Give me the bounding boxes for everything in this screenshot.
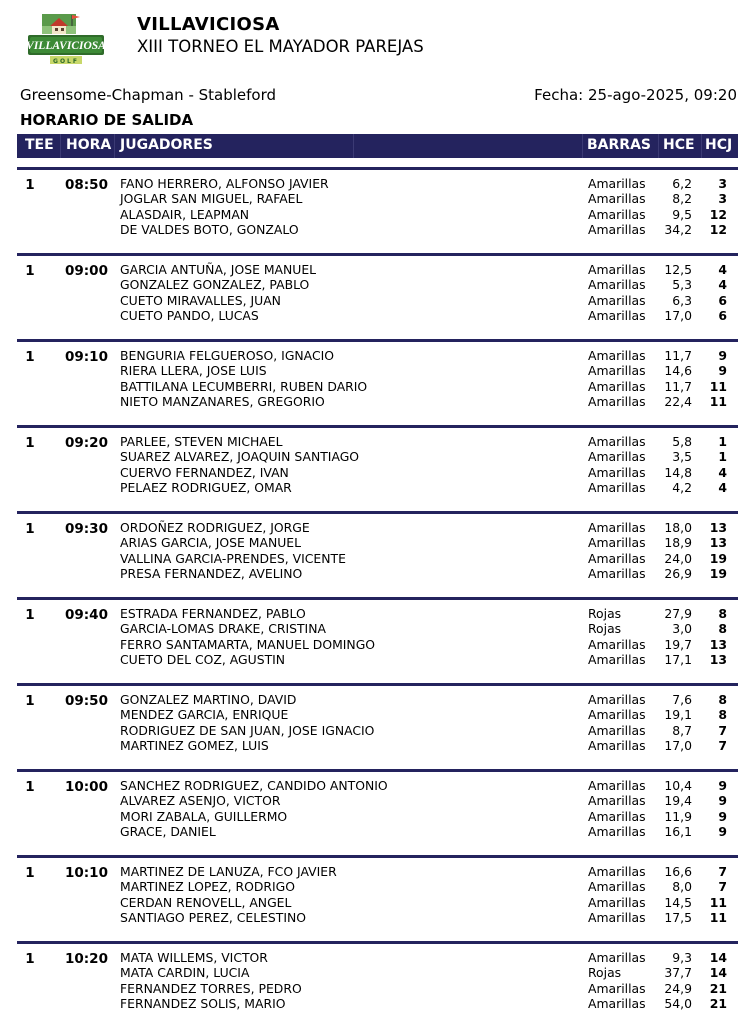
player-hce: 54,0: [664, 995, 692, 1011]
player-row: [0, 895, 754, 910]
tee-number: 1: [25, 521, 35, 537]
player-row: [0, 965, 754, 980]
player-name: SANTIAGO PEREZ, CELESTINO: [120, 909, 307, 925]
col-divider: [353, 134, 354, 158]
player-hce: 17,0: [664, 307, 692, 323]
player-hcj: 19: [709, 565, 727, 581]
player-tees: Amarillas: [588, 778, 646, 793]
player-hce: 14,8: [664, 464, 692, 480]
tee-number: 1: [25, 951, 35, 967]
player-row: [0, 692, 754, 707]
player-row: [0, 606, 754, 621]
player-hcj: 4: [718, 479, 727, 495]
tee-group: [0, 339, 754, 425]
tee-group: [0, 683, 754, 769]
player-row: [0, 363, 754, 378]
player-tees: Amarillas: [588, 636, 646, 652]
player-hcj: 3: [718, 191, 727, 207]
player-tees: Amarillas: [588, 808, 646, 824]
player-name: RODRIGUEZ DE SAN JUAN, JOSE IGNACIO: [120, 722, 375, 738]
table-header: [17, 134, 738, 158]
group-divider: [17, 253, 738, 256]
player-tees: Amarillas: [588, 520, 646, 535]
player-name: MARTINEZ DE LANUZA, FCO JAVIER: [120, 864, 337, 879]
col-hcj: HCJ: [705, 137, 733, 153]
player-row: [0, 707, 754, 722]
player-name: CUETO MIRAVALLES, JUAN: [120, 292, 281, 308]
player-tees: Amarillas: [588, 722, 646, 738]
logo-subtext: GOLF: [53, 58, 79, 65]
player-row: [0, 824, 754, 839]
player-hce: 34,2: [664, 221, 692, 237]
col-hora: HORA: [66, 137, 112, 153]
player-hcj: 11: [709, 378, 727, 394]
col-divider: [658, 134, 659, 158]
player-hce: 16,6: [664, 864, 692, 879]
player-name: CUETO PANDO, LUCAS: [120, 307, 259, 323]
player-tees: Amarillas: [588, 550, 646, 566]
tee-number: 1: [25, 693, 35, 709]
player-row: [0, 996, 754, 1011]
player-hce: 16,1: [664, 823, 692, 839]
player-hce: 17,1: [664, 651, 692, 667]
player-row: [0, 566, 754, 581]
player-row: [0, 277, 754, 292]
group-divider: [17, 511, 738, 514]
player-tees: Amarillas: [588, 393, 646, 409]
player-hcj: 7: [718, 864, 727, 879]
player-tees: Rojas: [588, 965, 622, 981]
player-hcj: 14: [709, 965, 727, 981]
player-tees: Amarillas: [588, 464, 646, 480]
tee-group: [0, 511, 754, 597]
player-row: [0, 723, 754, 738]
tee-time-groups: [0, 167, 754, 1027]
player-row: [0, 652, 754, 667]
group-divider: [17, 683, 738, 686]
player-row: [0, 950, 754, 965]
player-tees: Amarillas: [588, 651, 646, 667]
player-tees: Amarillas: [588, 262, 646, 277]
player-hcj: 9: [718, 808, 727, 824]
player-name: CUETO DEL COZ, AGUSTIN: [120, 651, 286, 667]
report-date: Fecha: 25-ago-2025, 09:20: [534, 86, 737, 104]
player-name: GARCIA ANTUÑA, JOSE MANUEL: [120, 262, 317, 277]
tee-group: [0, 253, 754, 339]
player-name: DE VALDES BOTO, GONZALO: [120, 221, 299, 237]
tee-time: 09:10: [65, 349, 108, 365]
tee-time: 09:30: [65, 521, 108, 537]
player-row: [0, 465, 754, 480]
player-hcj: 6: [718, 307, 727, 323]
player-hcj: 9: [718, 793, 727, 809]
group-divider: [17, 167, 738, 170]
player-row: [0, 778, 754, 793]
player-row: [0, 262, 754, 277]
player-tees: Amarillas: [588, 707, 646, 723]
player-row: [0, 176, 754, 191]
col-hce: HCE: [663, 137, 695, 153]
player-tees: Amarillas: [588, 277, 646, 293]
player-tees: Amarillas: [588, 823, 646, 839]
tee-group: [0, 425, 754, 511]
player-tees: Amarillas: [588, 894, 646, 910]
player-hce: 24,0: [664, 550, 692, 566]
player-hce: 8,2: [672, 191, 692, 207]
player-tees: Amarillas: [588, 909, 646, 925]
player-row: [0, 348, 754, 363]
tee-time: 09:20: [65, 435, 108, 451]
player-name: VALLINA GARCIA-PRENDES, VICENTE: [120, 550, 346, 566]
player-hce: 19,1: [664, 707, 692, 723]
player-hce: 8,0: [672, 879, 692, 895]
player-tees: Amarillas: [588, 864, 646, 879]
player-tees: Amarillas: [588, 565, 646, 581]
player-hcj: 9: [718, 348, 727, 363]
player-tees: Amarillas: [588, 479, 646, 495]
player-tees: Amarillas: [588, 737, 646, 753]
player-row: [0, 551, 754, 566]
tee-group: [0, 167, 754, 253]
player-row: [0, 809, 754, 824]
tee-number: 1: [25, 607, 35, 623]
col-divider: [582, 134, 583, 158]
tee-number: 1: [25, 349, 35, 365]
player-name: SANCHEZ RODRIGUEZ, CANDIDO ANTONIO: [120, 778, 388, 793]
player-hcj: 3: [718, 176, 727, 191]
tee-number: 1: [25, 779, 35, 795]
player-row: [0, 308, 754, 323]
club-logo: [28, 12, 104, 66]
player-tees: Amarillas: [588, 950, 646, 965]
player-name: BATTILANA LECUMBERRI, RUBEN DARIO: [120, 378, 368, 394]
tee-time: 09:40: [65, 607, 108, 623]
player-hce: 9,5: [672, 206, 692, 222]
player-row: [0, 637, 754, 652]
col-barras: BARRAS: [587, 137, 651, 153]
player-name: FERNANDEZ SOLIS, MARIO: [120, 995, 286, 1011]
tee-group: [0, 855, 754, 941]
player-name: MORI ZABALA, GUILLERMO: [120, 808, 288, 824]
player-hce: 3,0: [672, 621, 692, 637]
player-hce: 3,5: [672, 449, 692, 465]
player-tees: Rojas: [588, 606, 622, 621]
game-mode: Greensome-Chapman - Stableford: [20, 86, 277, 104]
player-row: [0, 207, 754, 222]
player-hcj: 8: [718, 692, 727, 707]
player-hce: 14,6: [664, 363, 692, 379]
tournament-name: XIII TORNEO EL MAYADOR PAREJAS: [137, 37, 424, 56]
player-hce: 6,3: [672, 292, 692, 308]
player-hce: 5,8: [672, 434, 692, 449]
group-divider: [17, 855, 738, 858]
col-jugadores: JUGADORES: [120, 137, 213, 153]
player-row: [0, 910, 754, 925]
player-row: [0, 222, 754, 237]
player-hce: 18,9: [664, 535, 692, 551]
player-name: MENDEZ GARCIA, ENRIQUE: [120, 707, 289, 723]
player-hcj: 4: [718, 464, 727, 480]
player-name: GARCIA-LOMAS DRAKE, CRISTINA: [120, 621, 326, 637]
player-hce: 17,5: [664, 909, 692, 925]
tee-time: 10:20: [65, 951, 108, 967]
player-row: [0, 621, 754, 636]
player-row: [0, 434, 754, 449]
player-hce: 18,0: [664, 520, 692, 535]
player-hcj: 19: [709, 550, 727, 566]
player-row: [0, 738, 754, 753]
player-name: RIERA LLERA, JOSE LUIS: [120, 363, 267, 379]
player-hce: 9,3: [672, 950, 692, 965]
player-tees: Amarillas: [588, 191, 646, 207]
player-name: SUAREZ ALVAREZ, JOAQUIN SANTIAGO: [120, 449, 360, 465]
player-name: MATA WILLEMS, VICTOR: [120, 950, 268, 965]
player-hce: 11,7: [664, 348, 692, 363]
player-row: [0, 520, 754, 535]
player-tees: Amarillas: [588, 348, 646, 363]
player-tees: Amarillas: [588, 307, 646, 323]
player-tees: Amarillas: [588, 292, 646, 308]
player-name: FERNANDEZ TORRES, PEDRO: [120, 980, 302, 996]
player-hce: 22,4: [664, 393, 692, 409]
player-name: ORDOÑEZ RODRIGUEZ, JORGE: [120, 520, 310, 535]
player-hcj: 7: [718, 879, 727, 895]
player-hcj: 9: [718, 778, 727, 793]
player-tees: Amarillas: [588, 449, 646, 465]
player-name: FANO HERRERO, ALFONSO JAVIER: [120, 176, 329, 191]
player-hcj: 21: [709, 995, 727, 1011]
player-hcj: 12: [709, 221, 727, 237]
player-row: [0, 879, 754, 894]
group-divider: [17, 425, 738, 428]
player-hce: 12,5: [664, 262, 692, 277]
tee-time: 10:00: [65, 779, 108, 795]
player-name: FERRO SANTAMARTA, MANUEL DOMINGO: [120, 636, 376, 652]
player-tees: Rojas: [588, 621, 622, 637]
player-hce: 26,9: [664, 565, 692, 581]
logo-text: VILLAVICIOSA: [28, 40, 104, 52]
player-hcj: 13: [709, 535, 727, 551]
player-tees: Amarillas: [588, 793, 646, 809]
tee-number: 1: [25, 263, 35, 279]
player-name: PRESA FERNANDEZ, AVELINO: [120, 565, 303, 581]
player-row: [0, 535, 754, 550]
player-hcj: 9: [718, 363, 727, 379]
player-hcj: 1: [718, 449, 727, 465]
player-hcj: 13: [709, 651, 727, 667]
player-name: NIETO MANZANARES, GREGORIO: [120, 393, 325, 409]
club-name: VILLAVICIOSA: [137, 14, 280, 35]
col-divider: [114, 134, 115, 158]
player-hce: 19,7: [664, 636, 692, 652]
player-name: GONZALEZ GONZALEZ, PABLO: [120, 277, 310, 293]
player-name: CUERVO FERNANDEZ, IVAN: [120, 464, 289, 480]
player-name: GONZALEZ MARTINO, DAVID: [120, 692, 297, 707]
player-name: PELAEZ RODRIGUEZ, OMAR: [120, 479, 292, 495]
player-hcj: 8: [718, 621, 727, 637]
player-hcj: 7: [718, 737, 727, 753]
player-row: [0, 293, 754, 308]
player-hce: 4,2: [672, 479, 692, 495]
tee-number: 1: [25, 435, 35, 451]
player-hcj: 13: [709, 636, 727, 652]
group-divider: [17, 339, 738, 342]
player-tees: Amarillas: [588, 378, 646, 394]
player-name: GRACE, DANIEL: [120, 823, 216, 839]
player-hce: 11,9: [664, 808, 692, 824]
player-row: [0, 480, 754, 495]
tee-group: [0, 597, 754, 683]
player-hce: 27,9: [664, 606, 692, 621]
player-hcj: 4: [718, 277, 727, 293]
player-name: MARTINEZ LOPEZ, RODRIGO: [120, 879, 296, 895]
player-row: [0, 394, 754, 409]
player-hcj: 13: [709, 520, 727, 535]
player-name: BENGURIA FELGUEROSO, IGNACIO: [120, 348, 335, 363]
player-hcj: 6: [718, 292, 727, 308]
col-divider: [60, 134, 61, 158]
player-hcj: 8: [718, 606, 727, 621]
player-tees: Amarillas: [588, 535, 646, 551]
player-tees: Amarillas: [588, 221, 646, 237]
player-name: ARIAS GARCIA, JOSE MANUEL: [120, 535, 302, 551]
player-row: [0, 981, 754, 996]
player-hcj: 21: [709, 980, 727, 996]
tee-time: 08:50: [65, 177, 108, 193]
player-name: ALASDAIR, LEAPMAN: [120, 206, 250, 222]
player-name: ALVAREZ ASENJO, VICTOR: [120, 793, 281, 809]
player-hcj: 14: [709, 950, 727, 965]
group-divider: [17, 941, 738, 944]
group-divider: [17, 597, 738, 600]
player-hcj: 9: [718, 823, 727, 839]
player-tees: Amarillas: [588, 879, 646, 895]
player-hce: 8,7: [672, 722, 692, 738]
tee-number: 1: [25, 177, 35, 193]
player-row: [0, 864, 754, 879]
player-name: PARLEE, STEVEN MICHAEL: [120, 434, 283, 449]
player-hce: 11,7: [664, 378, 692, 394]
player-hcj: 7: [718, 722, 727, 738]
player-row: [0, 449, 754, 464]
player-hce: 19,4: [664, 793, 692, 809]
player-name: CERDAN RENOVELL, ANGEL: [120, 894, 292, 910]
player-hce: 5,3: [672, 277, 692, 293]
player-hcj: 8: [718, 707, 727, 723]
section-title: HORARIO DE SALIDA: [20, 111, 194, 129]
player-tees: Amarillas: [588, 363, 646, 379]
col-tee: TEE: [25, 137, 54, 153]
player-hcj: 11: [709, 909, 727, 925]
player-hcj: 11: [709, 393, 727, 409]
tee-group: [0, 769, 754, 855]
group-divider: [17, 769, 738, 772]
player-hcj: 11: [709, 894, 727, 910]
player-tees: Amarillas: [588, 176, 646, 191]
tee-time: 09:50: [65, 693, 108, 709]
tee-time: 09:00: [65, 263, 108, 279]
player-tees: Amarillas: [588, 206, 646, 222]
player-hce: 6,2: [672, 176, 692, 191]
player-hcj: 1: [718, 434, 727, 449]
player-tees: Amarillas: [588, 434, 646, 449]
tee-group: [0, 941, 754, 1027]
tee-number: 1: [25, 865, 35, 881]
player-tees: Amarillas: [588, 980, 646, 996]
player-name: MATA CARDIN, LUCIA: [120, 965, 250, 981]
player-hcj: 12: [709, 206, 727, 222]
player-row: [0, 793, 754, 808]
player-hce: 7,6: [672, 692, 692, 707]
player-name: MARTINEZ GOMEZ, LUIS: [120, 737, 269, 753]
player-row: [0, 379, 754, 394]
player-hcj: 4: [718, 262, 727, 277]
player-hce: 14,5: [664, 894, 692, 910]
player-hce: 24,9: [664, 980, 692, 996]
col-divider: [701, 134, 702, 158]
tee-time: 10:10: [65, 865, 108, 881]
player-hce: 10,4: [664, 778, 692, 793]
player-name: JOGLAR SAN MIGUEL, RAFAEL: [120, 191, 303, 207]
player-tees: Amarillas: [588, 692, 646, 707]
player-row: [0, 191, 754, 206]
player-name: ESTRADA FERNANDEZ, PABLO: [120, 606, 306, 621]
player-tees: Amarillas: [588, 995, 646, 1011]
player-hce: 17,0: [664, 737, 692, 753]
player-hce: 37,7: [664, 965, 692, 981]
